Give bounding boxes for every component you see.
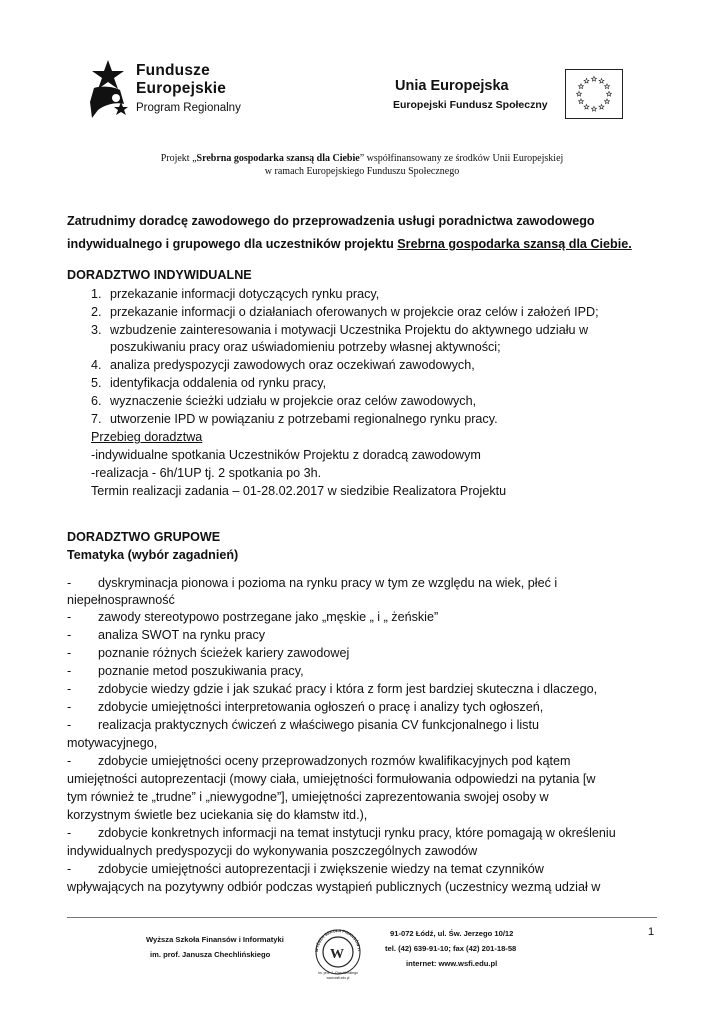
group-subheading: Tematyka (wybór zagadnień) xyxy=(67,548,239,562)
group-item-text: zdobycie umiejętności autoprezentacji i zwiększenie wiedzy na temat czynników xyxy=(98,862,544,876)
group-item-cont: korzystnym świetle bez uciekania się do kłamstw itd.), xyxy=(67,808,368,822)
group-item-text: dyskryminacja pionowa i pozioma na rynku pracy w tym ze względu na wiek, płeć i xyxy=(98,576,558,590)
dash: - xyxy=(67,682,72,696)
dash: - xyxy=(67,700,72,714)
item-text: identyfikacja oddalenia od rynku pracy, xyxy=(110,376,327,390)
group-heading: DORADZTWO GRUPOWE xyxy=(67,530,221,544)
dash: - xyxy=(67,628,72,642)
individual-heading: DORADZTWO INDYWIDUALNE xyxy=(67,268,252,282)
wsfi-seal-logo xyxy=(310,922,366,984)
course-line-1: -indywidualne spotkania Uczestników Projektu z doradcą zawodowym xyxy=(91,448,481,462)
project-line-2: w ramach Europejskiego Funduszu Społecznego xyxy=(264,166,460,177)
group-item-cont: motywacyjnego, xyxy=(67,736,158,750)
title-line-2-prefix: indywidualnego i grupowego dla uczestników projektu xyxy=(67,237,398,251)
item-number: 2. xyxy=(91,304,102,319)
footer-phone: tel. (42) 639-91-10; fax (42) 201-18-58 xyxy=(385,944,517,953)
dash: - xyxy=(67,862,72,876)
footer-address: 91-072 Łódź, ul. Św. Jerzego 10/12 xyxy=(390,929,514,938)
seal-text: WYŻSZA SZKOŁA FINANSÓW I I xyxy=(313,927,362,953)
dash: - xyxy=(67,646,72,660)
footer-divider xyxy=(67,917,657,918)
group-item-cont: umiejętności autoprezentacji (mowy ciała, umiejętności formułowania odpowiedzi na pytania [w xyxy=(67,772,596,786)
seal-url: www.wsfi.edu.pl xyxy=(326,976,350,980)
item-number: 5. xyxy=(91,376,102,390)
dash: - xyxy=(67,826,72,840)
item-text: przekazanie informacji o działaniach oferowanych w projekcie oraz celów i założeń IPD; xyxy=(110,304,599,319)
group-item-text: zdobycie konkretnych informacji na temat instytucji rynku pracy, które pomagają w określeniu xyxy=(98,826,616,840)
fe-logo-line3: Program Regionalny xyxy=(136,102,241,114)
footer-left-line2: im. prof. Janusza Chechlińskiego xyxy=(150,950,271,959)
group-item-cont: niepełnosprawność xyxy=(67,593,175,607)
course-heading: Przebieg doradztwa xyxy=(91,430,203,444)
group-item-cont: indywidualnych predyspozycji do wykonywania poszczególnych zawodów xyxy=(67,844,478,858)
ue-logo-line2: Europejski Fundusz Społeczny xyxy=(393,99,548,111)
item-text: analiza predyspozycji zawodowych oraz oczekiwań zawodowych, xyxy=(110,358,475,373)
fe-logo-line2: Europejskie xyxy=(136,80,227,97)
group-item-text: zawody stereotypowo postrzegane jako „męskie „ i „ żeńskie” xyxy=(98,610,439,624)
footer-website[interactable]: internet: www.wsfi.edu.pl xyxy=(406,959,498,968)
course-line-3: Termin realizacji zadania – 01-28.02.2017 w siedzibie Realizatora Projektu xyxy=(91,484,507,498)
svg-text:W: W xyxy=(330,947,344,962)
group-item-text: zdobycie umiejętności interpretowania ogłoszeń o pracę i analizy tych ogłoszeń, xyxy=(98,700,544,714)
group-item-text: zdobycie wiedzy gdzie i jak szukać pracy i która z form jest bardziej skuteczna i dlaczego, xyxy=(98,682,598,696)
item-number: 3. xyxy=(91,322,102,337)
title-line-1: Zatrudnimy doradcę zawodowego do przeprowadzenia usługi poradnictwa zawodowego xyxy=(67,214,595,228)
group-item-cont: wpływających na pozytywny odbiór podczas wystąpień publicznych (uczestnicy wezmą udział w xyxy=(67,880,601,894)
item-number: 1. xyxy=(91,287,102,301)
project-suffix: ” współfinansowany ze środków Unii Europejskiej xyxy=(359,153,564,164)
project-name: Srebrna gospodarka szansą dla Ciebie xyxy=(196,153,360,164)
item-text: przekazanie informacji dotyczących rynku pracy, xyxy=(110,287,380,301)
item-text: wyznaczenie ścieżki udziału w projekcie oraz celów zawodowych, xyxy=(110,393,477,408)
item-text: wzbudzenie zainteresowania i motywacji Uczestnika Projektu do aktywnego udziału w xyxy=(110,322,589,337)
item-number: 6. xyxy=(91,393,102,408)
item-number: 4. xyxy=(91,358,102,373)
course-line-2: -realizacja - 6h/1UP tj. 2 spotkania po 3h. xyxy=(91,466,322,480)
group-list xyxy=(67,0,667,1024)
dash: - xyxy=(67,754,72,768)
group-item-cont: tym również te „trudne” i „niewygodne”], umiejętności zaprezentowania swojej osoby w xyxy=(67,790,549,804)
ue-logo-line1: Unia Europejska xyxy=(395,78,509,94)
wsfi-seal-icon xyxy=(310,922,366,984)
project-prefix: Projekt „ xyxy=(160,153,197,164)
group-item-text: analiza SWOT na rynku pracy xyxy=(98,628,266,642)
title-project-name: Srebrna gospodarka szansą dla Ciebie. xyxy=(397,237,632,251)
fe-logo-line1: Fundusze xyxy=(136,62,210,79)
item-text: utworzenie IPD w powiązaniu z potrzebami regionalnego rynku pracy. xyxy=(110,411,498,426)
group-item-text: poznanie różnych ścieżek kariery zawodowej xyxy=(98,646,350,660)
item-text: poszukiwaniu pracy oraz uświadomieniu potrzeby własnej aktywności; xyxy=(110,340,501,355)
dash: - xyxy=(67,576,72,590)
group-item-text: zdobycie umiejętności oceny przeprowadzonych rozmów kwalifikacyjnych pod kątem xyxy=(98,754,571,768)
group-item-text: realizacja praktycznych ćwiczeń z właściwego pisania CV funkcjonalnego i listu xyxy=(98,718,539,732)
dash: - xyxy=(67,610,72,624)
dash: - xyxy=(67,664,72,678)
group-item-text: poznanie metod poszukiwania pracy, xyxy=(98,664,304,678)
footer-left-line1: Wyższa Szkoła Finansów i Informatyki xyxy=(146,935,284,944)
dash: - xyxy=(67,718,72,732)
seal-subtitle: im. prof. J. Chechlińskiego xyxy=(318,971,358,975)
page-number: 1 xyxy=(648,926,655,938)
item-number: 7. xyxy=(91,411,102,426)
